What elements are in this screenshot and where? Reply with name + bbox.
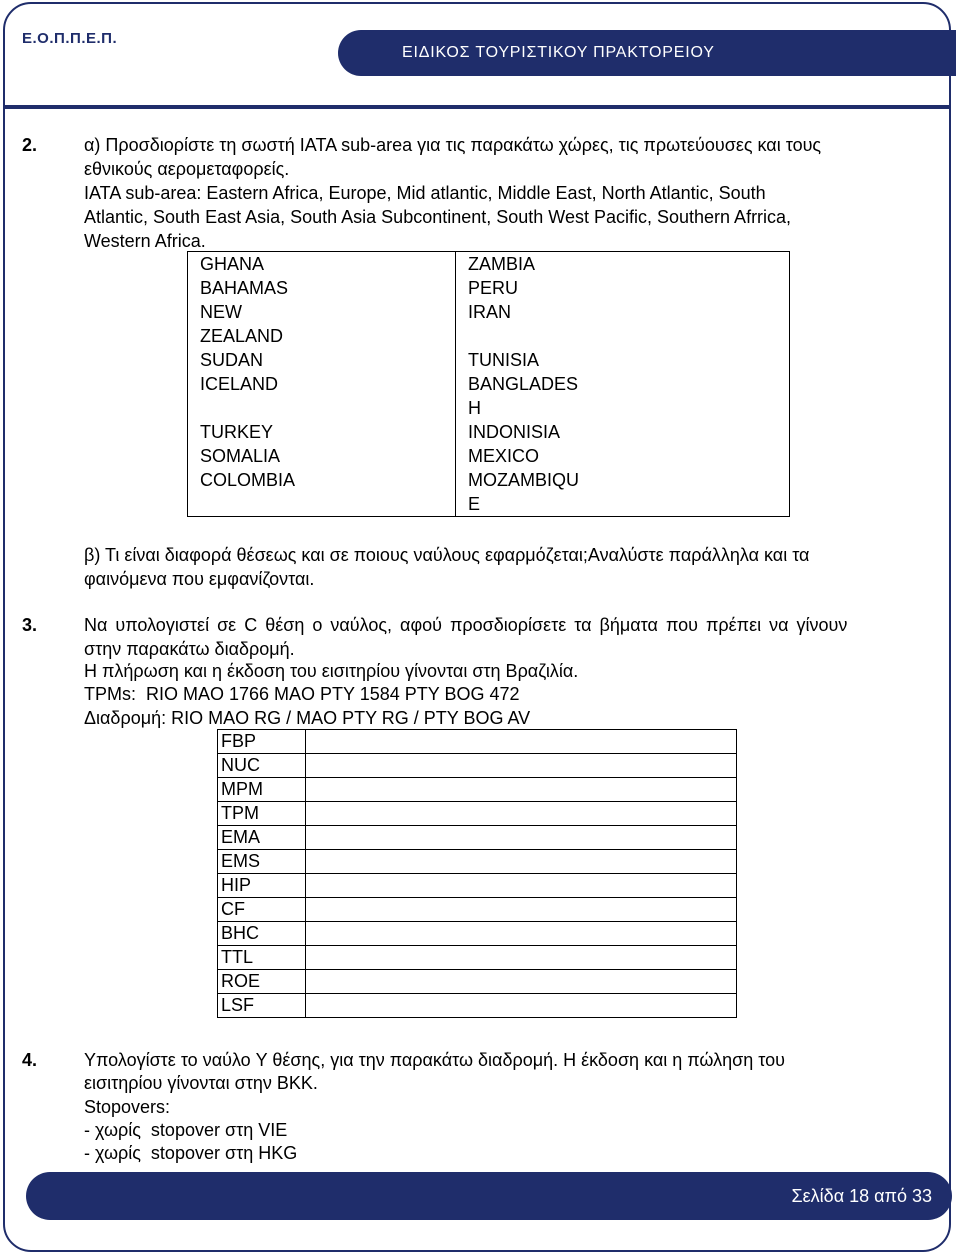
step-answer-cell[interactable] [306, 922, 737, 946]
q4-line-2: εισιτηρίου γίνονται στην BKK. [84, 1073, 318, 1093]
step-label: EMA [218, 826, 306, 850]
q4-line-4: - χωρίς stopover στη VIE [84, 1120, 288, 1140]
step-answer-cell[interactable] [306, 970, 737, 994]
step-label: NUC [218, 754, 306, 778]
header-title-bar [338, 30, 956, 76]
step-answer-cell[interactable] [306, 946, 737, 970]
table-row [188, 348, 790, 372]
q4-line-5: - χωρίς stopover στη HKG [84, 1143, 298, 1163]
step-answer-cell[interactable] [306, 850, 737, 874]
step-answer-cell[interactable] [306, 898, 737, 922]
step-answer-cell[interactable] [306, 826, 737, 850]
step-answer-cell[interactable] [306, 874, 737, 898]
country-cell: MOZAMBIQU E [456, 468, 790, 517]
step-answer-cell[interactable] [306, 994, 737, 1018]
table-row [188, 420, 790, 444]
q2b-line-1: β) Τι είναι διαφορά θέσεως και σε ποιους ναύλους εφαρμόζεται;Αναλύστε παράλληλα και τα [84, 545, 810, 565]
table-row [218, 922, 737, 946]
step-answer-cell[interactable] [306, 778, 737, 802]
country-cell: MEXICO [456, 444, 790, 468]
q2-number: 2. [22, 135, 38, 155]
country-cell: NEW ZEALAND [188, 300, 456, 348]
country-cell: ICELAND [188, 372, 456, 420]
country-cell: BANGLADES H [456, 372, 790, 420]
step-label: FBP [218, 730, 306, 754]
q3-route: Διαδρομή: RIO MAO RG / MAO PTY RG / PTY BOG AV [84, 708, 531, 728]
step-label: TTL [218, 946, 306, 970]
country-cell: TUNISIA [456, 348, 790, 372]
table-row [218, 730, 737, 754]
step-label: EMS [218, 850, 306, 874]
step-label: BHC [218, 922, 306, 946]
q3-line-3: Η πλήρωση και η έκδοση του εισιτηρίου γίνονται στη Βραζιλία. [84, 661, 579, 681]
q2b-line-2: φαινόμενα που εμφανίζονται. [84, 569, 315, 589]
step-answer-cell[interactable] [306, 802, 737, 826]
step-label: HIP [218, 874, 306, 898]
table-row [218, 802, 737, 826]
step-label: CF [218, 898, 306, 922]
table-row [218, 874, 737, 898]
country-cell: PERU [456, 276, 790, 300]
step-label: TPM [218, 802, 306, 826]
step-label: ROE [218, 970, 306, 994]
step-label: LSF [218, 994, 306, 1018]
table-row [218, 754, 737, 778]
country-cell: SUDAN [188, 348, 456, 372]
q2-line-1: α) Προσδιορίστε τη σωστή ΙΑΤΑ sub-area για τις παρακάτω χώρες, τις πρωτεύουσες και τους [84, 135, 822, 155]
footer-bar [26, 1172, 952, 1220]
q2-line-4: Atlantic, South East Asia, South Asia Subcontinent, South West Pacific, Southern Afrrica, [84, 207, 792, 227]
step-answer-cell[interactable] [306, 730, 737, 754]
country-cell: COLOMBIA [188, 468, 456, 517]
q4-number: 4. [22, 1050, 38, 1070]
table-row [218, 970, 737, 994]
table-row [188, 444, 790, 468]
table-row [188, 372, 790, 420]
table-row [218, 898, 737, 922]
country-cell: TURKEY [188, 420, 456, 444]
q3-number: 3. [22, 615, 38, 635]
table-row [218, 946, 737, 970]
country-cell: IRAN [456, 300, 790, 348]
q4-line-1: Υπολογίστε το ναύλο Y θέσης, για την παρακάτω διαδρομή. Η έκδοση και η πώληση του [84, 1050, 785, 1070]
table-row [188, 252, 790, 277]
page-number: Σελίδα 18 από 33 [791, 1185, 932, 1206]
country-cell: GHANA [188, 252, 456, 277]
step-answer-cell[interactable] [306, 754, 737, 778]
countries-table [187, 251, 790, 517]
table-row [218, 778, 737, 802]
fare-steps-table [217, 729, 737, 1018]
header-title: ΕΙΔΙΚΟΣ ΤΟΥΡΙΣΤΙΚΟΥ ΠΡΑΚΤΟΡΕΙΟΥ [402, 44, 715, 61]
step-label: MPM [218, 778, 306, 802]
header-org: Ε.Ο.Π.Π.Ε.Π. [22, 30, 118, 47]
table-row [188, 300, 790, 348]
q2-line-3: IATA sub-area: Eastern Africa, Europe, Mid atlantic, Middle East, North Atlantic, South [84, 183, 766, 203]
q2-line-2: εθνικούς αερομεταφορείς. [84, 159, 290, 179]
q4-line-3: Stopovers: [84, 1097, 171, 1117]
country-cell: ZAMBIA [456, 252, 790, 277]
country-cell: INDONISIA [456, 420, 790, 444]
table-row [188, 468, 790, 517]
header-divider [3, 105, 951, 109]
country-cell: BAHAMAS [188, 276, 456, 300]
q3-line-2: στην παρακάτω διαδρομή. [84, 639, 295, 659]
table-row [218, 826, 737, 850]
q3-tpms: TPMs: RIO MAO 1766 MAO PTY 1584 PTY BOG 472 [84, 684, 520, 704]
country-cell: SOMALIA [188, 444, 456, 468]
q2-line-5: Western Africa. [84, 231, 206, 251]
q3-line-1: Να υπολογιστεί σε C θέση ο ναύλος, αφού προσδιορίσετε τα βήματα που πρέπει να γίνουν [84, 615, 848, 635]
table-row [218, 850, 737, 874]
table-row [218, 994, 737, 1018]
table-row [188, 276, 790, 300]
